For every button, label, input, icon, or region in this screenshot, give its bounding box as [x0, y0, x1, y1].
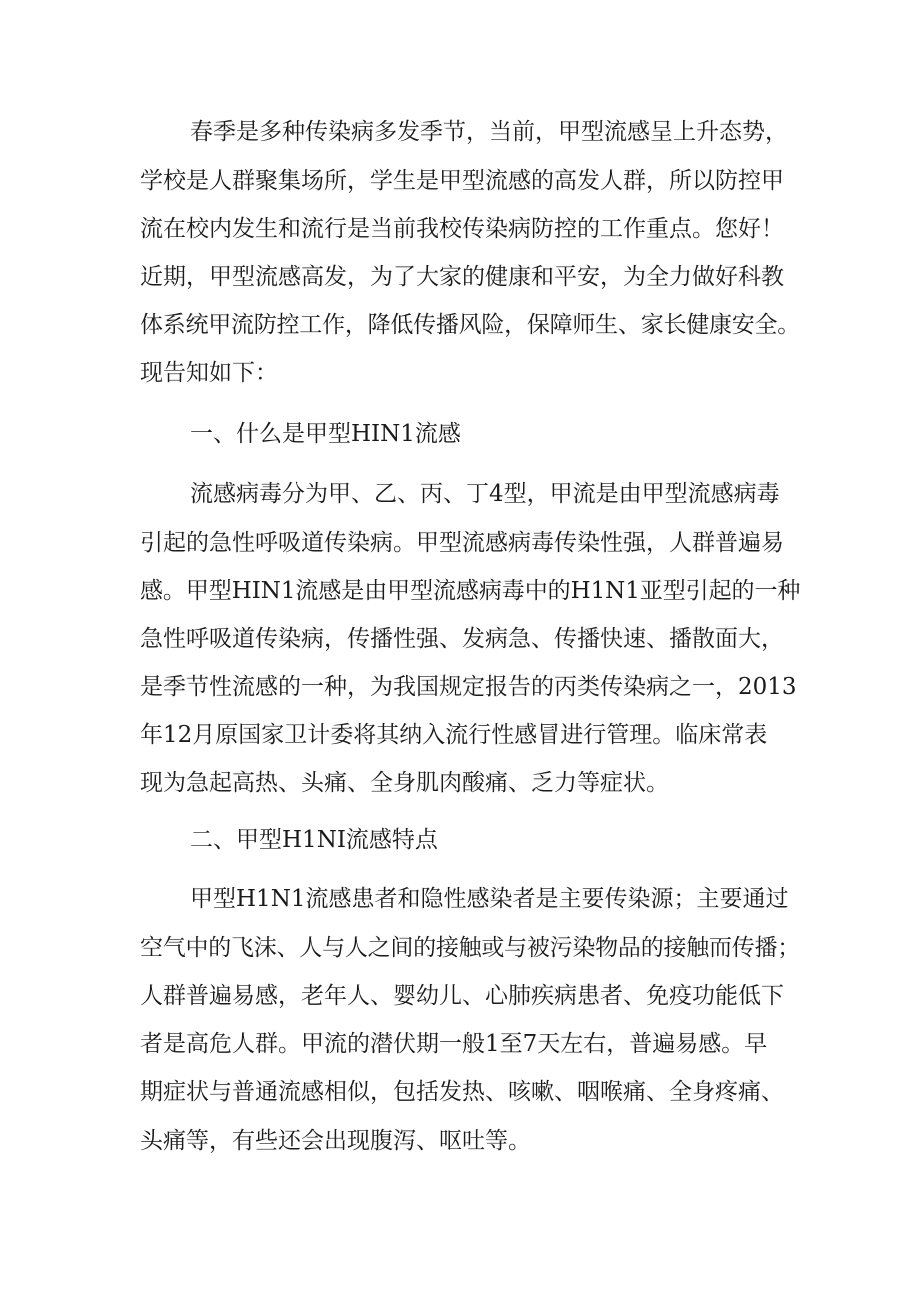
section-2-line-5: 期症状与普通流感相似，包括发热、咳嗽、咽喉痛、全身疼痛、 [140, 1079, 784, 1105]
section-1-line-2: 引起的急性呼吸道传染病。甲型流感病毒传染性强，人群普遍易 [140, 530, 784, 556]
section-1-line-4: 急性呼吸道传染病，传播性强、发病急、传播快速、播散面大， [140, 626, 784, 652]
section-2-line-4: 者是高危人群。甲流的潜伏期一般1至7天左右，普遍易感。早 [140, 1031, 768, 1057]
section-2-line-1: 甲型H1N1流感患者和隐性感染者是主要传染源；主要通过 [190, 886, 789, 912]
section-1-heading: 一、什么是甲型HIN1流感 [190, 421, 461, 447]
intro-line-4: 近期，甲型流感高发，为了大家的健康和平安，为全力做好科教 [140, 264, 784, 290]
intro-line-3: 流在校内发生和流行是当前我校传染病防控的工作重点。您好！ [140, 216, 784, 242]
section-2-line-6: 头痛等，有些还会出现腹泻、呕吐等。 [140, 1128, 531, 1154]
section-1-line-1: 流感病毒分为甲、乙、丙、丁4型，甲流是由甲型流感病毒 [190, 481, 780, 507]
intro-line-5: 体系统甲流防控工作，降低传播风险，保障师生、家长健康安全。 [140, 312, 800, 338]
intro-line-6: 现告知如下： [140, 360, 278, 386]
intro-line-1: 春季是多种传染病多发季节，当前，甲型流感呈上升态势， [190, 119, 788, 145]
intro-line-2: 学校是人群聚集场所，学生是甲型流感的高发人群，所以防控甲 [140, 168, 784, 194]
section-2-line-3: 人群普遍易感，老年人、婴幼儿、心肺疾病患者、免疫功能低下 [140, 983, 784, 1009]
section-2-line-2: 空气中的飞沫、人与人之间的接触或与被污染物品的接触而传播； [140, 935, 800, 961]
section-2-heading: 二、甲型H1NI流感特点 [190, 827, 438, 853]
section-1-line-5: 是季节性流感的一种，为我国规定报告的丙类传染病之一，2013 [140, 674, 797, 700]
section-1-line-3: 感。甲型HIN1流感是由甲型流感病毒中的H1N1亚型引起的一种 [140, 578, 801, 604]
section-1-line-6: 年12月原国家卫计委将其纳入流行性感冒进行管理。临床常表 [140, 722, 768, 748]
section-1-line-7: 现为急起高热、头痛、全身肌肉酸痛、乏力等症状。 [140, 770, 669, 796]
